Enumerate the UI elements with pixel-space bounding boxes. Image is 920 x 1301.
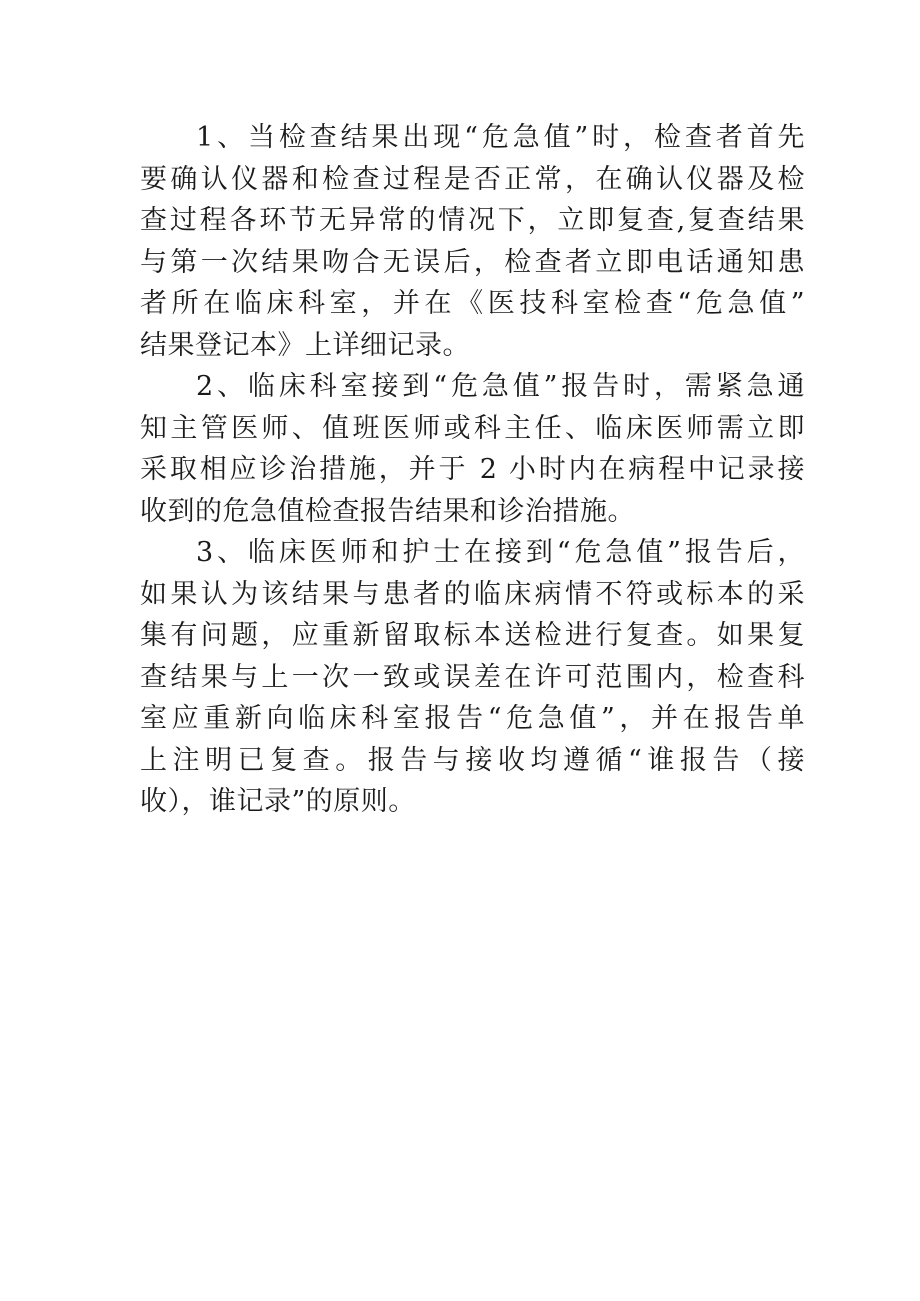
- paragraph-1: [140, 117, 805, 366]
- text-line: 1、当检查结果出现“危急值”时，检查者首先: [196, 122, 805, 153]
- text-line: 上注明已复查。报告与接收均遵循“谁报告（接: [140, 744, 805, 776]
- text-line: 知主管医师、值班医师或科主任、临床医师需立即: [140, 412, 805, 444]
- text-line: 收到的危急值检查报告结果和诊治措施。: [140, 495, 635, 527]
- text-line: 者所在临床科室，并在《医技科室检查“危急值”: [140, 288, 805, 319]
- text-line: 查过程各环节无异常的情况下，立即复查,复查结果: [140, 205, 805, 236]
- paragraph-3: [140, 532, 805, 823]
- document-body: [140, 117, 805, 823]
- text-line: 2、临床科室接到“危急值”报告时，需紧急通: [196, 371, 805, 402]
- text-line: 集有问题，应重新留取标本送检进行复查。如果复: [140, 620, 805, 651]
- text-line: 采取相应诊治措施，并于 2 小时内在病程中记录接: [140, 454, 805, 485]
- text-line: 如果认为该结果与患者的临床病情不符或标本的采: [140, 578, 805, 610]
- text-line: 要确认仪器和检查过程是否正常，在确认仪器及检: [140, 163, 805, 195]
- text-line: 室应重新向临床科室报告“危急值”，并在报告单: [140, 703, 805, 734]
- text-line: 查结果与上一次一致或误差在许可范围内，检查科: [140, 661, 805, 693]
- text-line: 收），谁记录”的原则。: [140, 786, 416, 817]
- text-line: 结果登记本》上详细记录。: [140, 329, 470, 361]
- text-line: 与第一次结果吻合无误后，检查者立即电话通知患: [140, 246, 805, 278]
- text-line: 3、临床医师和护士在接到“危急值”报告后，: [196, 537, 805, 568]
- paragraph-2: [140, 366, 805, 532]
